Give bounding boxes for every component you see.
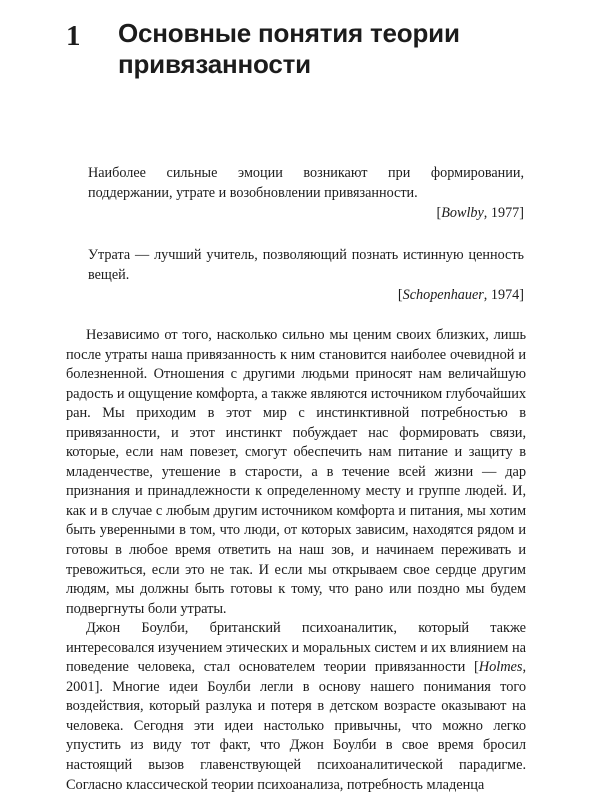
chapter-title-line-2: привязанности <box>118 49 311 79</box>
body-text <box>66 326 526 795</box>
epigraph-author: Bowlby <box>441 205 484 221</box>
paragraph-2-text-end: , 2001]. Многие идеи Боулби легли в основу нашего понимания того воздействия, который разлука и потеря в детском возрасте оказывают на человека. Сегодня эти идеи настолько привычны, что можно легко упустить из виду тот факт, что Джон Боулби в свое время бросил настоящий вызов главенствующей психоаналитической парадигме. Согласно классической теории психоанализа, потребность младенца <box>66 659 526 793</box>
body-paragraph-1: Независимо от того, насколько сильно мы ценим своих близких, лишь после утраты наша привязанность к ним становится наиболее очевидной и болезненной. Отношения с другими людьми приносят нам величайшую радость и ощущение комфорта, а также являются источником глубочайших ран. Мы приходим в этот мир с инстинктивной потребностью в привязанности, и этот инстинкт побуждает нас формировать связи, которые, если нам повезет, смогут обеспечить нам питание и защиту в младенчестве, утешение в старости, а в течение всей жизни — дар признания и принадлежности к определенному месту и группе людей. И, как и в случае с любым другим источником комфорта и питания, мы хотим быть уверенными в том, что люди, от которых зависим, находятся рядом и готовы в любое время ответить на наш зов, и начинаем переживать и тревожиться, если это не так. И если мы открываем свое сердце другим людям, мы должны быть готовы к тому, что рано или поздно мы будем подвергнуты боли утраты. <box>66 327 526 617</box>
chapter-title <box>118 18 538 80</box>
citation-author: Holmes <box>478 659 523 676</box>
chapter-title-line-1: Основные понятия теории <box>118 18 460 48</box>
epigraph-text: Наиболее сильные эмоции возникают при формировании, поддержании, утрате и возобновлении привязанности. <box>88 165 524 201</box>
epigraph-author: Schopenhauer <box>402 287 484 303</box>
paragraph-2-text-start: Джон Боулби, британский психоаналитик, который также интересовался изучением этических и моральных систем и их влиянием на поведение человека, стал основателем теории привязанности [ <box>66 620 526 676</box>
epigraph-text: Утрата — лучший учитель, позволяющий познать истинную ценность вещей. <box>88 247 524 283</box>
epigraph-year: , 1977 <box>483 205 520 221</box>
epigraph-bowlby <box>88 163 524 223</box>
epigraph-year: , 1974 <box>483 287 520 303</box>
epigraph-source: [Schopenhauer, 1974] <box>397 287 524 303</box>
epigraph-source: [Bowlby, 1977] <box>436 205 524 221</box>
epigraph-schopenhauer <box>88 245 524 305</box>
chapter-number: 1 <box>66 20 81 52</box>
body-paragraph-2 <box>66 619 526 795</box>
